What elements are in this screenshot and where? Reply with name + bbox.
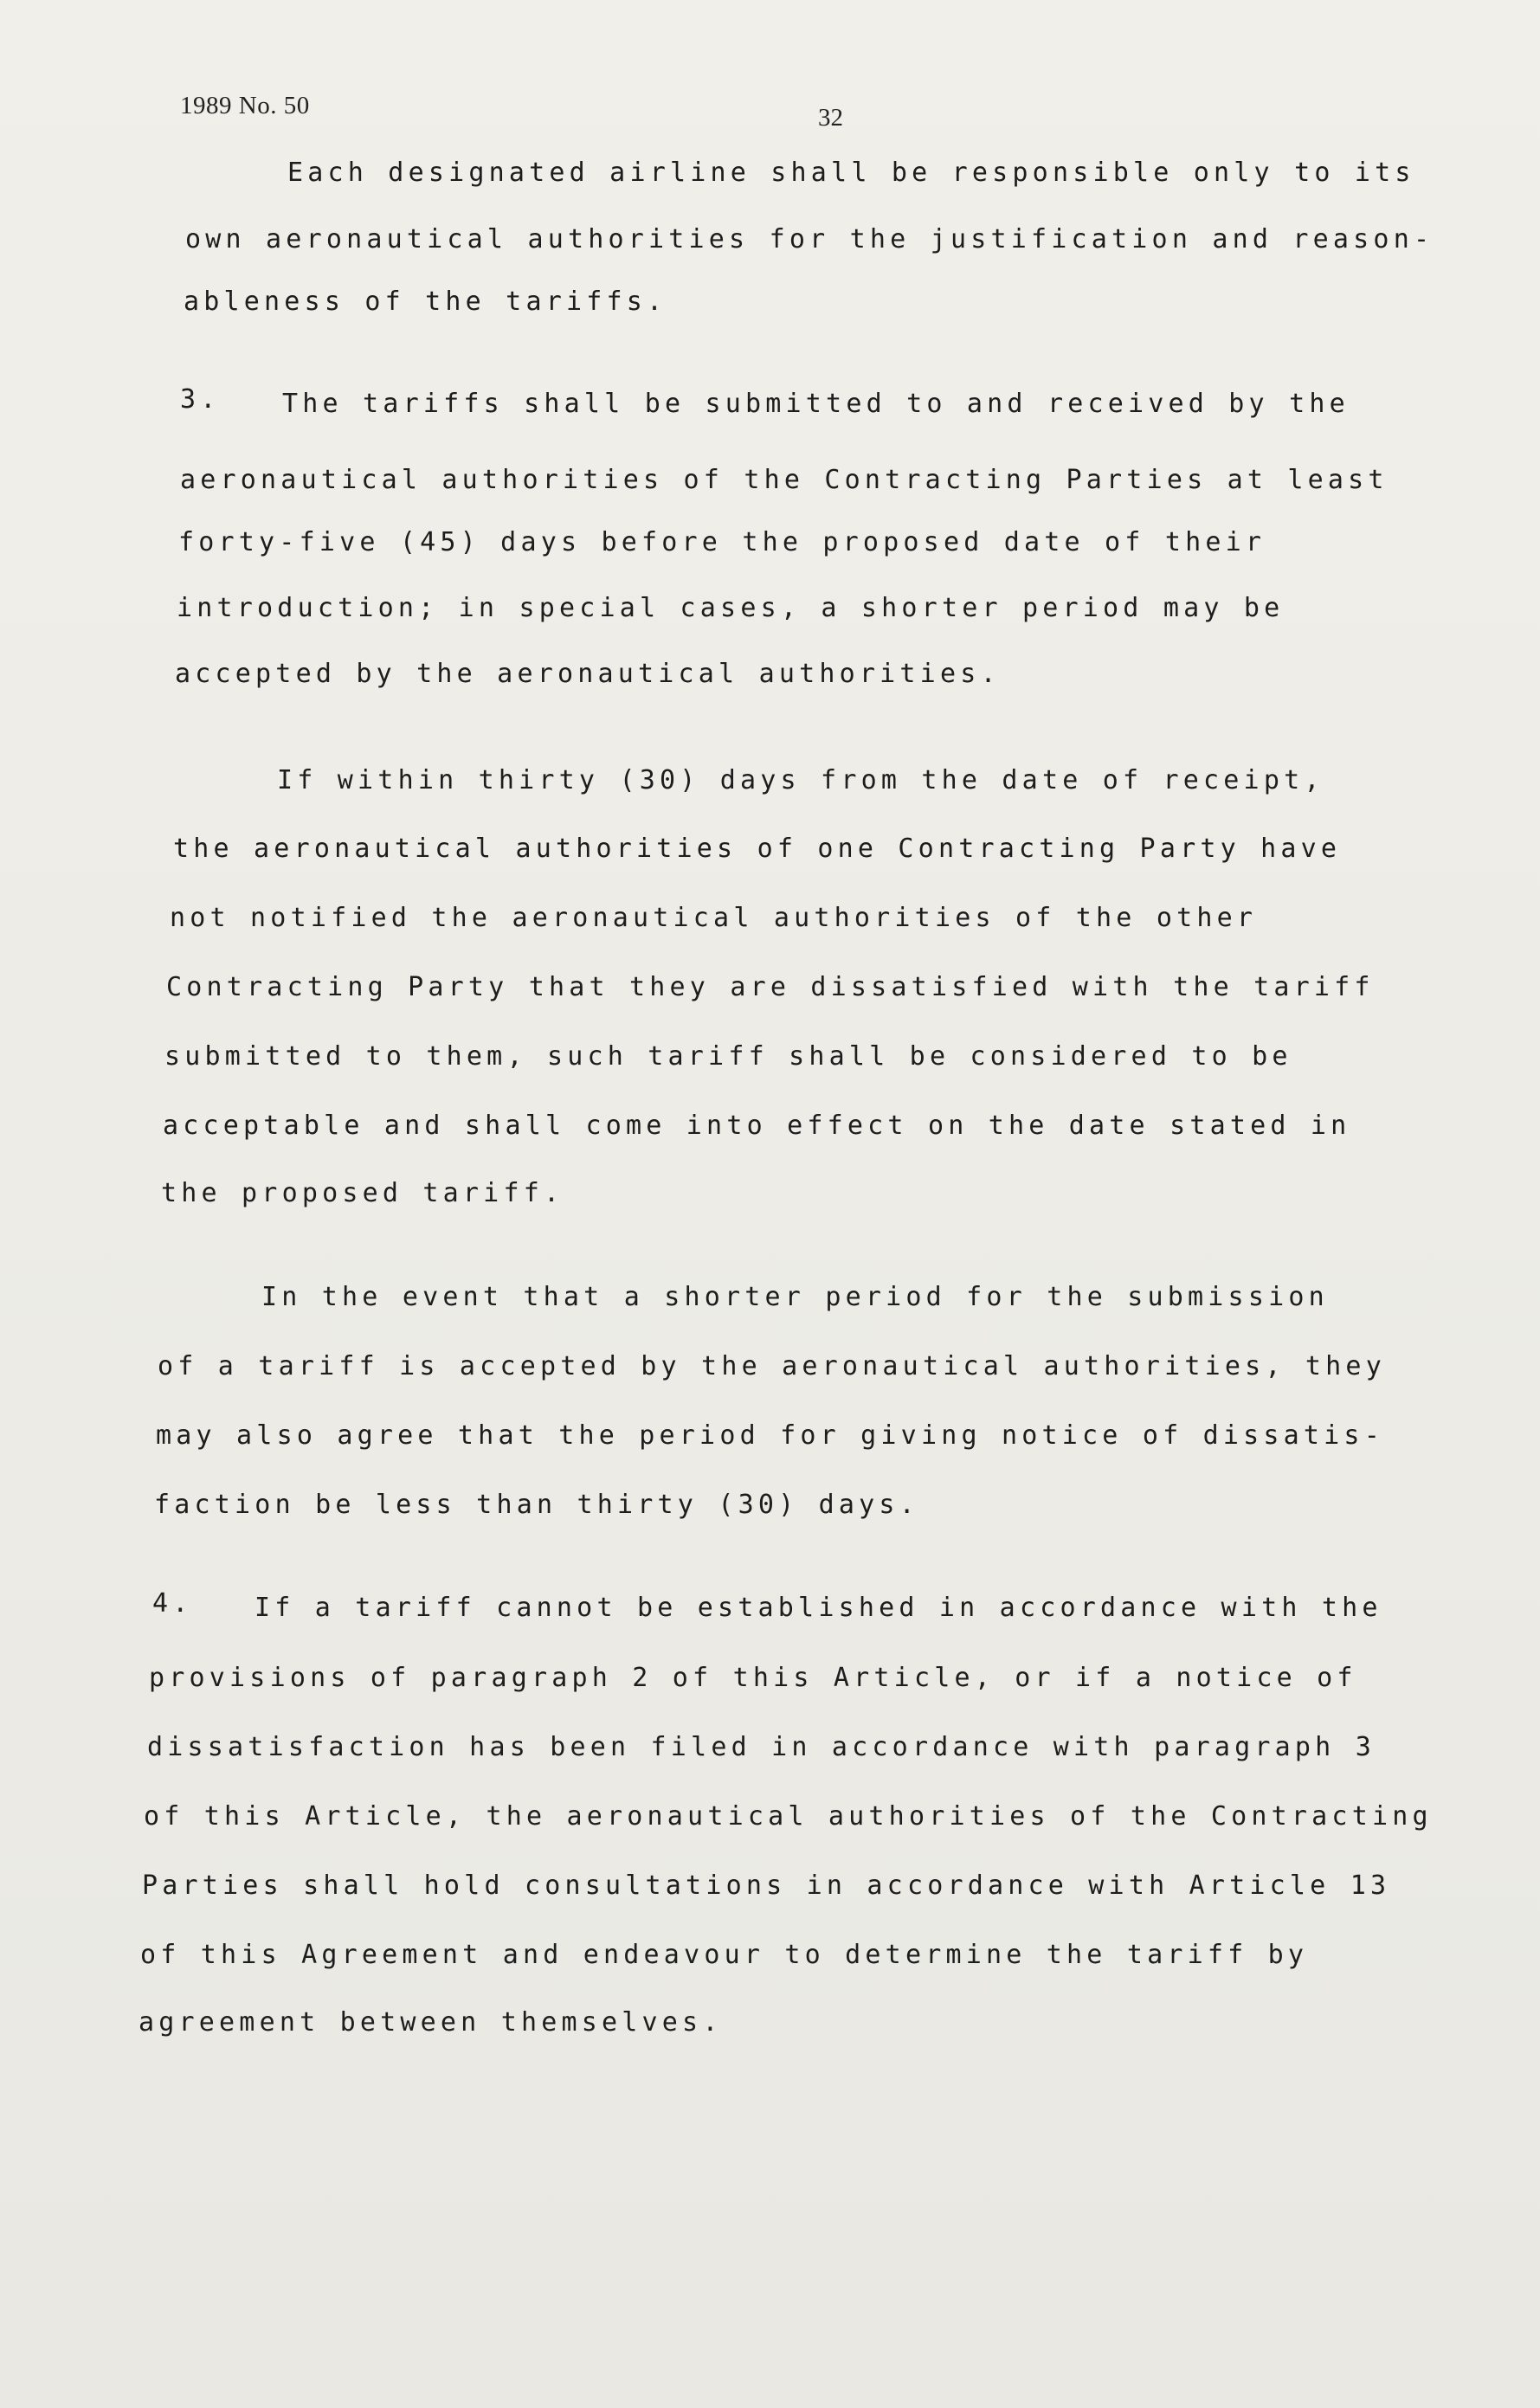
text-line: may also agree that the period for giving notice of dissatis-	[156, 1420, 1384, 1451]
text-line: provisions of paragraph 2 of this Article, or if a notice of	[149, 1663, 1357, 1693]
paragraph-number: 4.	[152, 1588, 193, 1619]
header-year-number: 1989 No. 50	[180, 92, 310, 119]
page-number: 32	[818, 104, 843, 132]
text-line: not notified the aeronautical authorities of the other	[170, 903, 1258, 933]
text-line: If a tariff cannot be established in accordance with the	[255, 1593, 1382, 1623]
text-line: own aeronautical authorities for the justification and reason-	[185, 224, 1434, 254]
text-line: The tariffs shall be submitted to and received by the	[282, 389, 1350, 419]
text-line: forty-five (45) days before the proposed date of their	[178, 527, 1266, 557]
text-line: ableness of the tariffs.	[184, 287, 667, 317]
text-line: introduction; in special cases, a shorter period may be	[177, 593, 1285, 623]
text-line: faction be less than thirty (30) days.	[154, 1490, 919, 1520]
text-line: In the event that a shorter period for the submission	[261, 1282, 1329, 1312]
text-line: the proposed tariff.	[161, 1178, 564, 1208]
text-line: of this Article, the aeronautical authorities of the Contracting	[144, 1801, 1433, 1832]
text-line: acceptable and shall come into effect on the date stated in	[163, 1111, 1351, 1141]
text-line: dissatisfaction has been filed in accordance with paragraph 3	[147, 1732, 1376, 1762]
text-line: If within thirty (30) days from the date of receipt,	[277, 765, 1324, 795]
text-line: submitted to them, such tariff shall be considered to be	[164, 1041, 1292, 1072]
text-line: Each designated airline shall be responsible only to its	[287, 158, 1415, 188]
text-line: aeronautical authorities of the Contracting Parties at least	[180, 465, 1389, 495]
text-line: Contracting Party that they are dissatisfied with the tariff	[166, 972, 1375, 1002]
text-line: accepted by the aeronautical authorities.	[175, 659, 1001, 689]
text-line: agreement between themselves.	[139, 2007, 723, 2038]
text-line: of a tariff is accepted by the aeronautical authorities, they	[158, 1351, 1386, 1381]
text-line: of this Agreement and endeavour to determine the tariff by	[140, 1940, 1309, 1970]
text-line: the aeronautical authorities of one Contracting Party have	[173, 834, 1342, 864]
text-line: Parties shall hold consultations in accordance with Article 13	[142, 1870, 1391, 1901]
paragraph-number: 3.	[180, 384, 221, 415]
